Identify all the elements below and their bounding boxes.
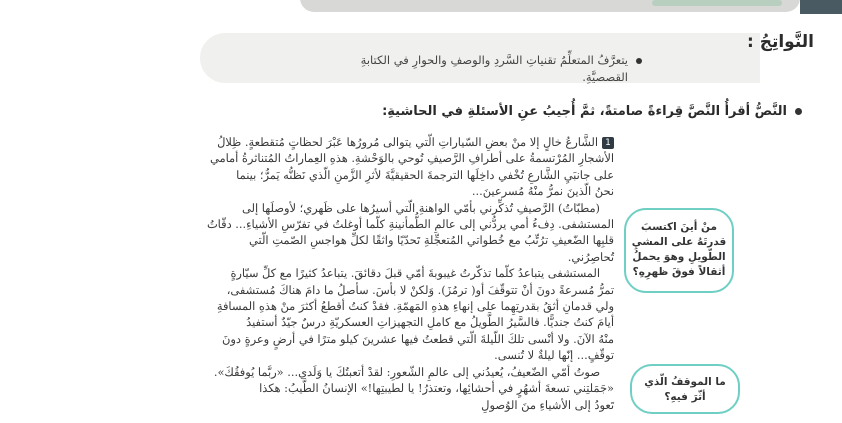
passage-line: على جانبَيِ الشَّارعِ تُخْفي داخِلَها الترجمةَ الحقيقيَّةَ لأثرِ الزَّمنِ الّذي نَظنُّه يَمرُّ؛ بينما xyxy=(236,167,614,182)
passage-line: تَعودُ إلى الأشياءِ منَ الوُصولِ xyxy=(481,397,614,412)
instruction xyxy=(382,104,802,119)
outcomes-title: النَّواتِجُ : xyxy=(747,32,814,52)
corner-block xyxy=(800,0,842,14)
passage-line: صوتُ أمّي الضّعيفُ، يُعيدُني إلى عالمِ الشّعورِ: لقدْ أتعبتُكَ يا وَلَدي... «ربَّما يُوفقُكَ». xyxy=(213,364,600,379)
passage-line: المستشفى يتباعدُ كلّما تذكّرتُ غيبوبةَ أمّي قبلَ دقائقَ. يتباعدُ كثيرًا مع كلِّ سيّارةٍ xyxy=(230,266,600,281)
passage-line: الأشجارِ المُرْتسمةُ على أطرافِ الرَّصيفِ تُوحي بالوَحْشةِ. هذهِ العِماراتُ المُتناثرةُ أمامي xyxy=(209,151,614,166)
passage-line: قلبِها الضّعيفِ ترُتِّبُ مع خُطواتي المُتعجِّلةِ تَحدّيًا واثقًا لكلِّ هواجسِ الصّمتِ الّتي xyxy=(249,233,614,248)
outcome-line-1: يتعرَّفُ المتعلِّمُ تقنياتِ السَّردِ والوصفِ والحوارِ في الكتابةِ xyxy=(360,53,628,67)
passage-line: تُحاصِرُني. xyxy=(567,249,614,264)
margin-question-1: منْ أينَ اكتسبَ قدرتَهُ على المشيِ الطّويلِ وهوَ يحملُ أثقالاً فوقَ ظهرِهِ؟ xyxy=(624,208,734,293)
reading-passage xyxy=(2,134,614,413)
passage-line: نحنُ الّذينَ نمرُّ منْهُ مُسرعينَ... xyxy=(471,184,614,199)
banner-accent xyxy=(652,0,782,6)
margin-question-2: ما الموقفُ الّذي أثّرَ فيهِ؟ xyxy=(630,364,740,414)
outcome-item xyxy=(242,52,642,86)
passage-line: توقّفٍ... إنّها ليلةٌ لا تُنسى. xyxy=(494,348,614,363)
top-banner xyxy=(300,0,800,12)
passage-line: منْهُ الآنَ. ولا أنْسى تلكَ اللّيلةَ الّتي قطعتُ فيها عشرينَ كيلو مترًا في أرضٍ وعرةٍ دونَ xyxy=(222,331,614,346)
passage-line: «جَمَلتِني تسعةَ أشهُرٍ في أحشائِها، وتعتذرُ! يا لطيبتِها!» الإنسانُ الطَّيبُ: هكذا xyxy=(259,381,614,396)
instruction-text: النَّصُّ أقرأُ النَّصَّ قِراءةً صامتةً، ثمَّ أُجيبُ عنِ الأسئلةِ في الحاشيةِ: xyxy=(382,104,787,119)
paragraph-number-badge: 1 xyxy=(602,137,614,149)
passage-line: أيامَ كنتُ جنديًّا. فالسَّيرُ الطَّويلُ مع كاملِ التجهيزاتِ العسكريّةِ درسٌ جيّدٌ أستفيدُ xyxy=(246,315,614,330)
outcome-line-2: القصصيَّةِ. xyxy=(582,70,628,84)
bullet-icon xyxy=(795,108,802,115)
passage-line: تمرُّ مُسرعةً دونَ أنْ تتوقّفَ أو( ترمُزَ). وَلكنْ لا بأسَ. سأصلُ ما دامَ هناكَ مُستشفى، xyxy=(226,282,614,297)
passage-line: المستشفى. دِفءُ أمي يردُّني إلى عالمِ الطُّمأنينةِ كلّما أوغلتُ في تفرّسِ الأشياءِ... دقّاتُ xyxy=(206,217,614,232)
passage-line: ولي قدمانِ أثقُ بقدرتِهِما على إنهاءِ هذهِ المَهمّةِ. فقدْ كنتُ أقطعُ أكثرَ منْ هذهِ المسافةِ xyxy=(216,299,614,314)
passage-line: 1الشَّارعُ خالٍ إلا منْ بعضِ السّياراتِ الّتي يتوالى مُرورُها عَبْرَ لحظاتٍ مُتقطعةٍ. ظِلالُ xyxy=(2,134,614,150)
passage-line: (مطبّاتُ) الرَّصيفِ تُذكِّرني بأمّي الواهنةِ الّتي أسيرُها على ظَهري؛ لأوصلَها إلى xyxy=(242,200,600,215)
bullet-icon xyxy=(636,58,642,64)
